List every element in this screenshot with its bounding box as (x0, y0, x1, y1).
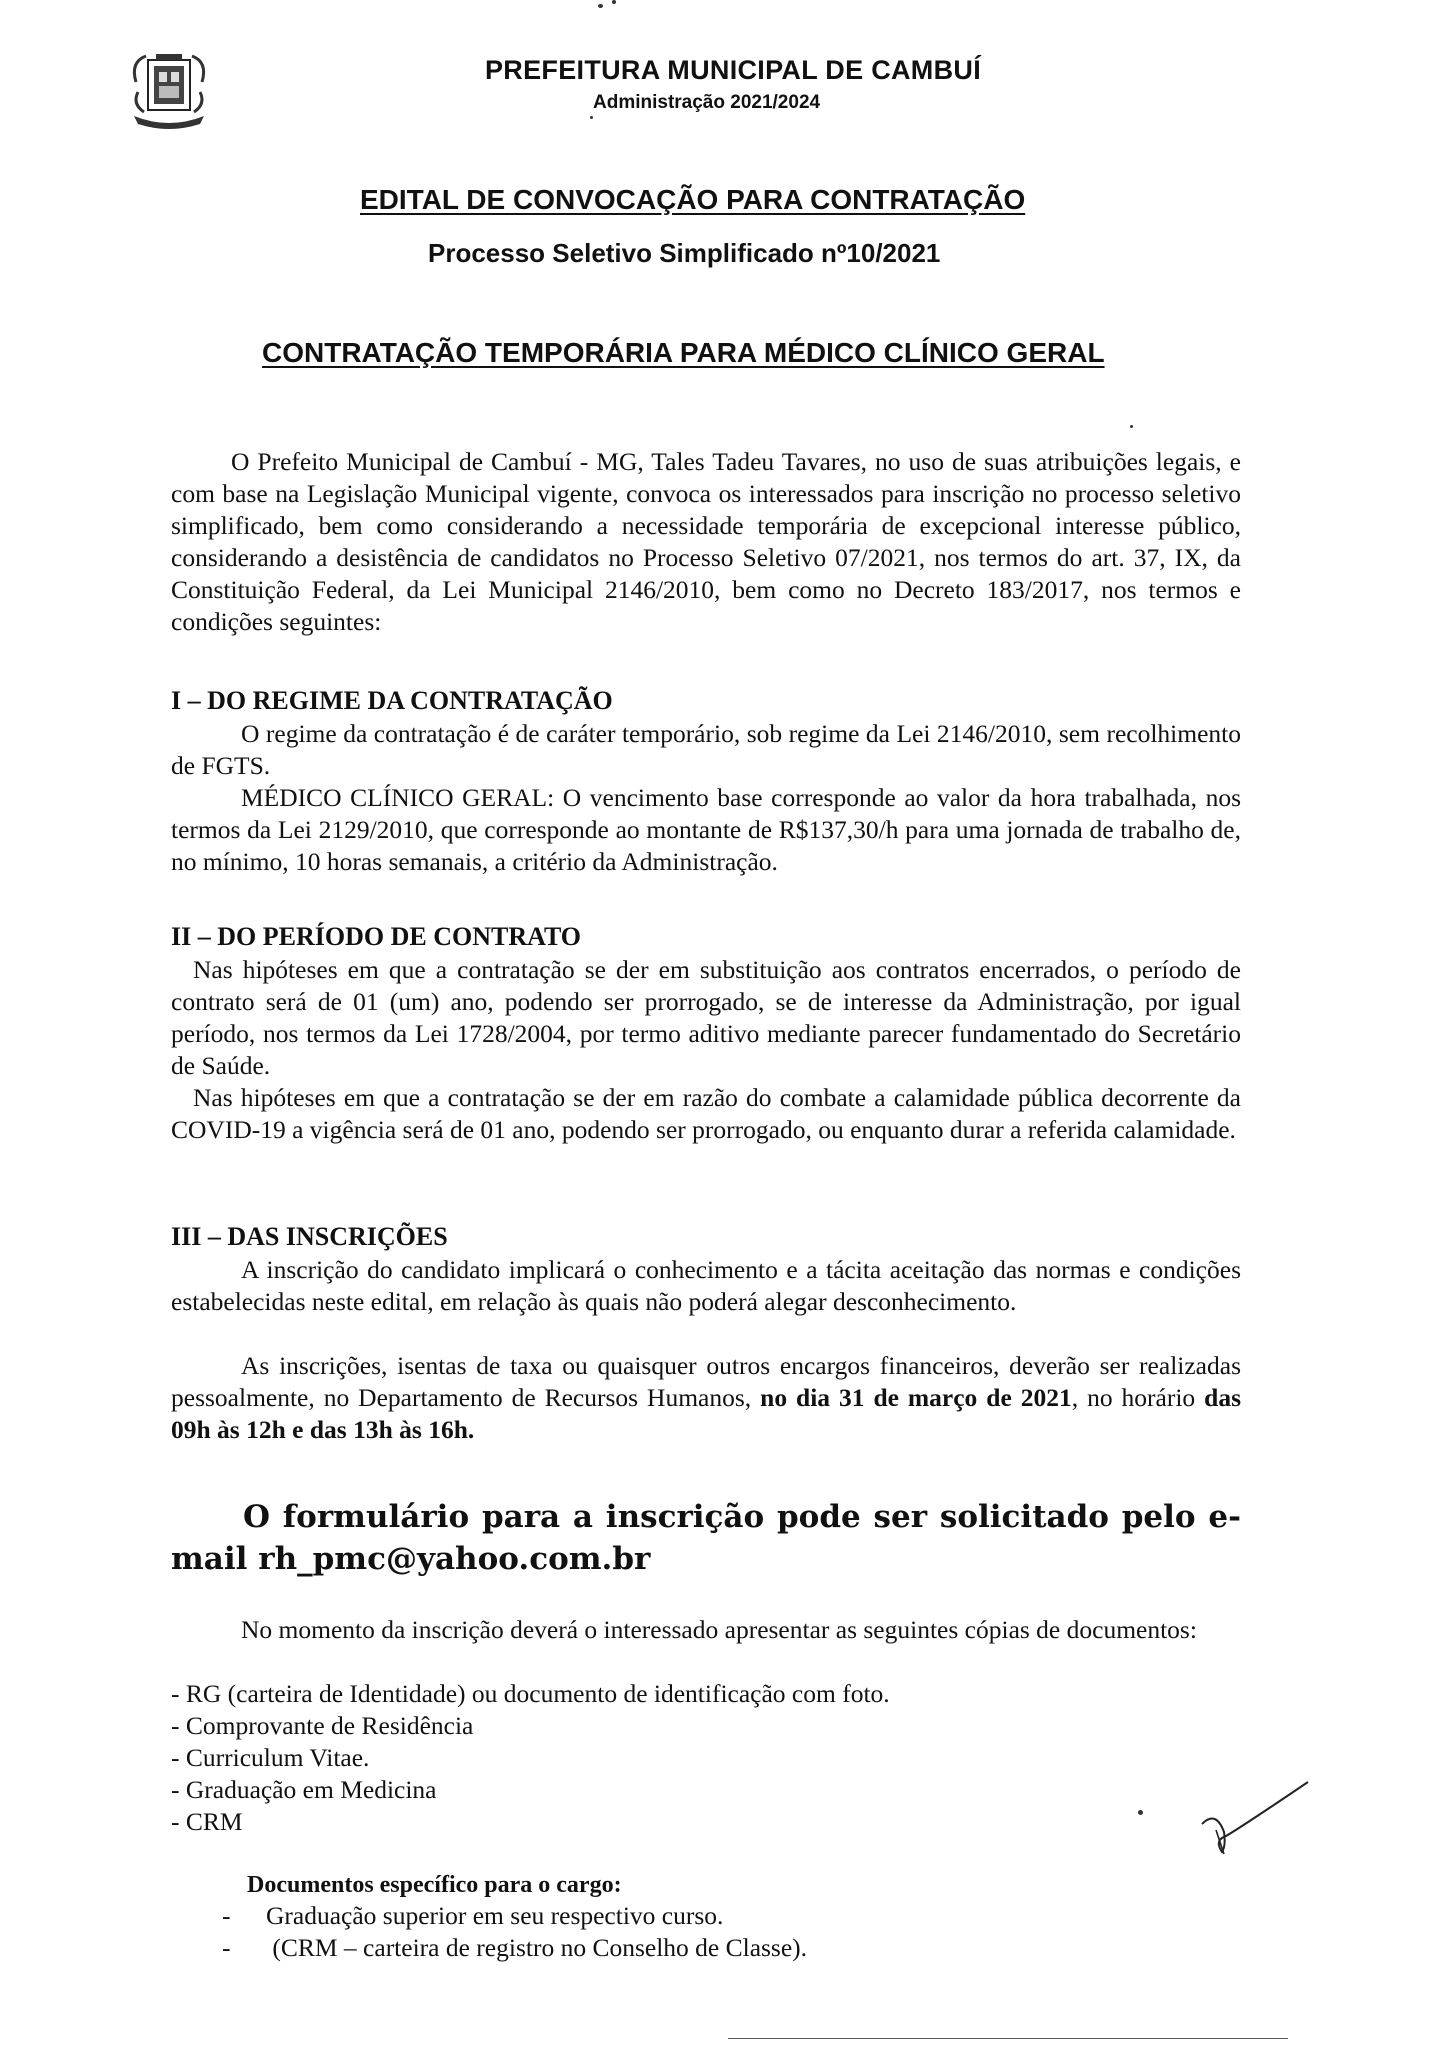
registration-hours: das 09h às 12h e das 13h às 16h. (171, 1383, 1242, 1444)
documents-list (171, 1678, 890, 1838)
signature-mark (1196, 1780, 1316, 1880)
process-number: Processo Seletivo Simplificado nº10/2021 (428, 238, 941, 268)
specific-documents-heading: Documentos específico para o cargo: (247, 1872, 622, 1898)
registration-text: As inscrições, isentas de taxa ou quaisquer outros encargos financeiros, deverão ser realizadas pessoalmente, no Departamento de Recursos Humanos, (171, 1351, 1241, 1412)
role-title: CONTRATAÇÃO TEMPORÁRIA PARA MÉDICO CLÍNICO GERAL (262, 337, 1105, 368)
scan-speck (590, 116, 593, 119)
list-item-text: Graduação superior em seu respectivo curso. (266, 1901, 724, 1930)
footer-rule (728, 2038, 1288, 2039)
scan-speck (598, 4, 603, 8)
header-org-name: PREFEITURA MUNICIPAL DE CAMBUÍ (485, 55, 982, 85)
edital-title: EDITAL DE CONVOCAÇÃO PARA CONTRATAÇÃO (360, 184, 1026, 215)
section-3-paragraph-2 (171, 1350, 1241, 1446)
section-2-paragraph-1: Nas hipóteses em que a contratação se der em substituição aos contratos encerrados, o período de contrato será de 01 (um) ano, podendo ser prorrogado, se de interesse da Administração, por igual período, nos termos da Lei 1728/2004, por termo aditivo mediante parecer fundamentado do Secretário de Saúde. (171, 955, 1241, 1080)
header-administration: Administração 2021/2024 (593, 92, 821, 113)
list-dash: - (222, 1933, 231, 1962)
registration-date: no dia 31 de março de 2021 (751, 1383, 1072, 1412)
section-1-paragraph-2: MÉDICO CLÍNICO GERAL: O vencimento base corresponde ao valor da hora trabalhada, nos termos da Lei 2129/2010, que corresponde ao montante de R$137,30/h para uma jornada de trabalho de, no mínimo, 10 horas semanais, a critério da Administração. (171, 783, 1241, 876)
scan-speck (1130, 425, 1133, 428)
scan-speck (1138, 1810, 1143, 1815)
list-item: - Comprovante de Residência (171, 1711, 474, 1740)
section-1-heading: I – DO REGIME DA CONTRATAÇÃO (171, 686, 613, 715)
list-item: - RG (carteira de Identidade) ou documento de identificação com foto. (171, 1679, 890, 1708)
form-request-note: O formulário para a inscrição pode ser solicitado pelo e-mail rh_pmc@yahoo.com.br (171, 1499, 1241, 1577)
section-3-paragraph-1: A inscrição do candidato implicará o conhecimento e a tácita aceitação das normas e condições estabelecidas neste edital, em relação às quais não poderá alegar desconhecimento. (171, 1255, 1241, 1316)
municipal-crest-icon (126, 52, 212, 132)
registration-text-2: , no horário (1071, 1383, 1205, 1412)
section-1-paragraph-1: O regime da contratação é de caráter temporário, sob regime da Lei 2146/2010, sem recolhimento de FGTS. (171, 719, 1241, 780)
section-3-heading: III – DAS INSCRIÇÕES (171, 1222, 448, 1251)
list-dash: - (222, 1901, 231, 1930)
list-item (222, 1900, 807, 1932)
intro-paragraph: O Prefeito Municipal de Cambuí - MG, Tales Tadeu Tavares, no uso de suas atribuições legais, e com base na Legislação Municipal vigente, convoca os interessados para inscrição no processo seletivo simplificado, bem como considerando a necessidade temporária de excepcional interesse público, considerando a desistência de candidatos no Processo Seletivo 07/2021, nos termos do art. 37, IX, da Constituição Federal, da Lei Municipal 2146/2010, bem como no Decreto 183/2017, nos termos e condições seguintes: (171, 447, 1241, 636)
list-item-text: (CRM – carteira de registro no Conselho de Classe). (266, 1933, 808, 1962)
list-item: - Curriculum Vitae. (171, 1743, 370, 1772)
section-2-paragraph-2: Nas hipóteses em que a contratação se der em razão do combate a calamidade pública decorrente da COVID-19 a vigência será de 01 ano, podendo ser prorrogado, ou enquanto durar a referida calamidade. (171, 1083, 1241, 1144)
scan-speck (612, 0, 616, 4)
documents-intro: No momento da inscrição deverá o interessado apresentar as seguintes cópias de documentos: (241, 1615, 1197, 1644)
section-2-heading: II – DO PERÍODO DE CONTRATO (171, 922, 582, 951)
specific-documents-list (222, 1900, 807, 1964)
list-item: - Graduação em Medicina (171, 1775, 437, 1804)
list-item (222, 1932, 807, 1964)
list-item: - CRM (171, 1807, 243, 1836)
